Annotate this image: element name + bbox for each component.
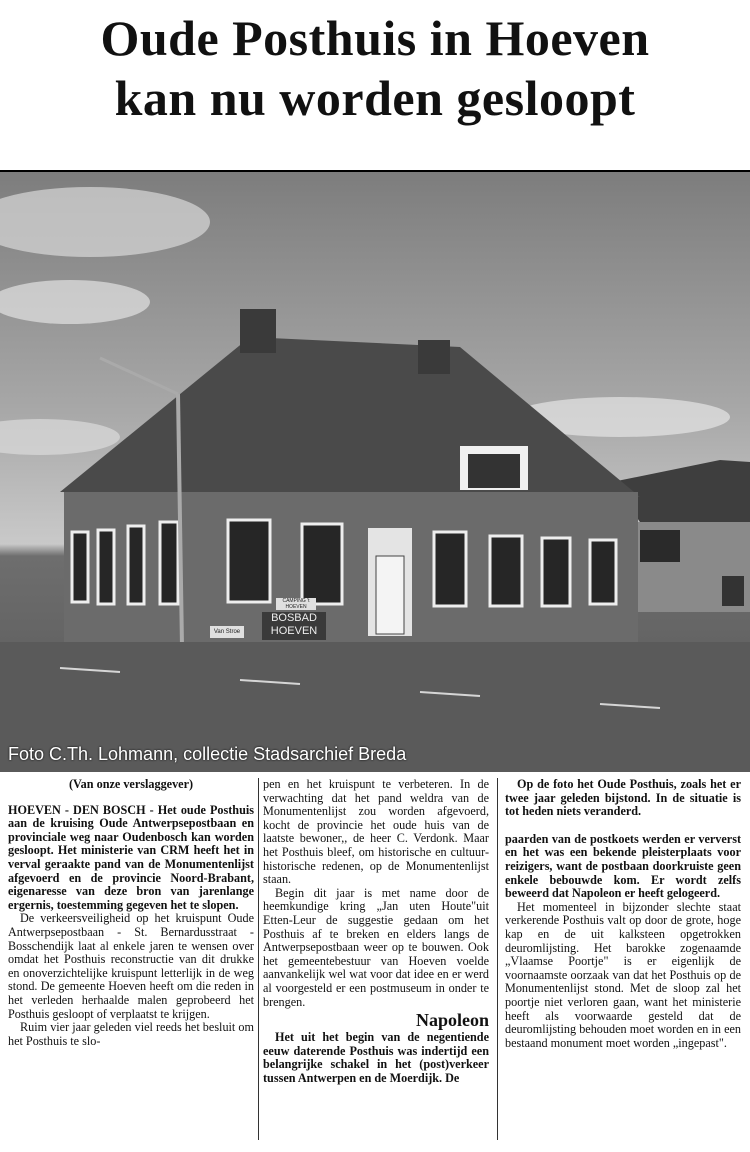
paragraph: Ruim vier jaar geleden viel reeds het besluit om het Posthuis te slo- (8, 1020, 254, 1048)
paragraph: paarden van de postkoets werden er ververst en het was een bekende pleisterplaats voor reizigers, want de postbaan doorkruiste geen enkele bebouwde kom. Er wordt zelfs beweerd dat Napoleon er heeft gelogeerd. (505, 831, 741, 901)
article-column-3 (505, 778, 741, 1050)
paragraph: pen en het kruispunt te verbeteren. In de verwachting dat het pand weldra van de Monumentenlijst zou worden afgevoerd, kocht de provincie het oude huis van de laatste bewoner,, de heer C. Verdonk. Maar het Posthuis bleef, om historische en cultuur-historische redenen, op de Monumentenlijst staan. (263, 777, 489, 887)
camping-sign: CAMPING 't HOEVEN (276, 598, 316, 610)
paragraph: De verkeersveiligheid op het kruispunt Oude Antwerpsepostbaan - St. Bernardusstraat - Bosschendijk laat al enkele jaren te wensen over omdat het Posthuis reconstructie van dit drukke en onoverzichtelijke kruispunt letterlijk in de weg stond. De gemeente Hoeven heeft om die reden in het verleden herhaalde malen geprobeerd het Posthuis gesloopt of verplaatst te krijgen. (8, 911, 254, 1021)
paragraph: Begin dit jaar is met name door de heemkundige kring „Jan uten Houte"uit Etten-Leur de suggestie gedaan om het Posthuis af te breken en elders langs de Antwerpsepostbaan weer op te bouwen. Ook het gemeentebestuur van Hoeven voelde aanvankelijk wel wat voor dat idee en er werd al voorgesteld er een postmuseum in onder te brengen. (263, 885, 489, 1009)
photo-caption: Op de foto het Oude Posthuis, zoals het er twee jaar geleden bijstond. In de situatie is tot heden niets veranderd. (505, 777, 741, 819)
lead-paragraph: HOEVEN - DEN BOSCH - Het oude Posthuis aan de kruising Oude Antwerpsepostbaan en provinciale weg naar Oudenbosch kan worden gesloopt. Het ministerie van CRM heeft het in verval geraakte pand van de Monumentenlijst afgevoerd en de provincie Noord-Brabant, eigenaresse van deze bron van jarenlange ergernis, toestemming gegeven het te slopen. (8, 802, 254, 912)
byline: (Van onze verslaggever) (68, 777, 194, 791)
headline (0, 8, 750, 128)
bosbad-sign (262, 612, 326, 640)
subheading: Napoleon (415, 1010, 489, 1031)
column-divider (258, 778, 259, 1140)
photo-credit: Foto C.Th. Lohmann, collectie Stadsarchief Breda (8, 744, 407, 764)
paragraph: Het uit het begin van de negentiende eeuw daterende Posthuis was indertijd een belangrijke schakel in het (post)verkeer tussen Antwerpen en de Moerdijk. De (263, 1030, 489, 1085)
headline-line-1: Oude Posthuis in Hoeven (100, 10, 650, 66)
article-column-1 (8, 778, 254, 1048)
shop-sign: Van Stroe (210, 626, 244, 638)
bosbad-sign-line-2: HOEVEN (270, 625, 318, 637)
headline-line-2: kan nu worden gesloopt (114, 70, 636, 126)
column-divider (497, 778, 498, 1140)
bosbad-sign-line-1: BOSBAD (271, 612, 317, 624)
posthuis-illustration (0, 172, 750, 772)
news-photo (0, 172, 750, 772)
article-column-2 (263, 778, 489, 1085)
paragraph: Het momenteel in bijzonder slechte staat verkerende Posthuis valt op door de grote, hoge kap en de uit kalksteen opgetrokken deuromlijsting. Het barokke zogenaamde „Vlaamse Poortje" is er eigenlijk de voornaamste oorzaak van dat het Posthuis op de Monumentenlijst stond. Met de sloop zal het poortje niet verloren gaan, want het ministerie heeft als voorwaarde gesteld dat de deuromlijsting behouden moet worden en in een bestaand monument moet worden „ingepast". (505, 899, 741, 1050)
